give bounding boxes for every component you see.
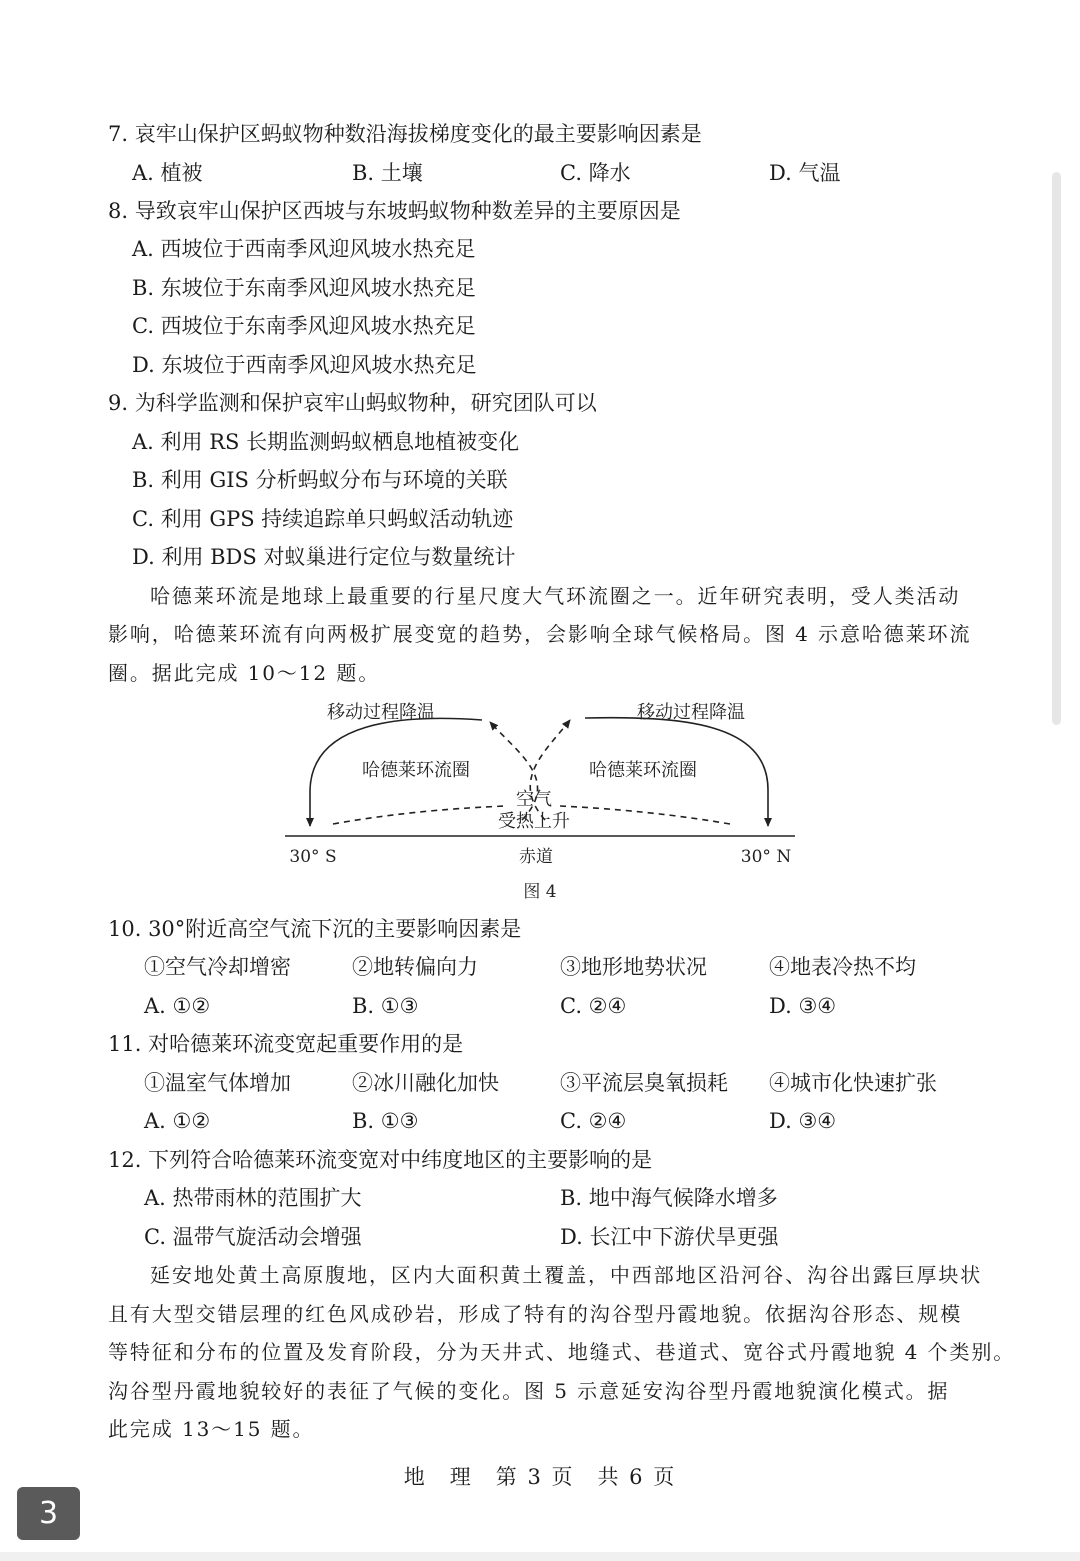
q12-option-b: B. 地中海气候降水增多 [560, 1186, 778, 1210]
q7-stem: 7. 哀牢山保护区蚂蚁物种数沿海拔梯度变化的最主要影响因素是 [108, 122, 702, 146]
q11-option-c: C. ②④ [560, 1109, 627, 1133]
q10-option-b: B. ①③ [352, 994, 419, 1018]
figure-4-hadley-cell-diagram [270, 690, 810, 910]
q11-option-a: A. ①② [144, 1109, 211, 1133]
q10-item-1: ①空气冷却增密 [144, 955, 291, 979]
q10-item-4: ④地表冷热不均 [769, 955, 916, 979]
q10-item-3: ③地形地势状况 [560, 955, 707, 979]
q12-option-d: D. 长江中下游伏旱更强 [560, 1225, 779, 1249]
passage1-line1: 哈德莱环流是地球上最重要的行星尺度大气环流圈之一。近年研究表明，受人类活动 [150, 584, 961, 608]
passage2-line2: 且有大型交错层理的红色风成砂岩，形成了特有的沟谷型丹霞地貌。依据沟谷形态、规模 [108, 1302, 963, 1326]
page-footer: 地 理 第 3 页 共 6 页 [403, 1465, 677, 1489]
q10-item-2: ②地转偏向力 [352, 955, 478, 979]
vertical-scrollbar[interactable] [1052, 172, 1061, 725]
q11-item-1: ①温室气体增加 [144, 1071, 291, 1095]
label-heated-rising: 受热上升 [498, 811, 570, 832]
q10-stem: 10. 30°附近高空气流下沉的主要影响因素是 [108, 917, 522, 941]
q8-option-a: A. 西坡位于西南季风迎风坡水热充足 [132, 237, 476, 261]
q9-option-d: D. 利用 BDS 对蚁巢进行定位与数量统计 [132, 545, 516, 569]
passage2-line3: 等特征和分布的位置及发育阶段，分为天井式、地缝式、巷道式、宽谷式丹霞地貌 4 个类别。 [108, 1340, 1016, 1364]
right-surface-dashed-flow [560, 806, 730, 824]
q8-stem: 8. 导致哀牢山保护区西坡与东坡蚂蚁物种数差异的主要原因是 [108, 199, 681, 223]
q11-option-d: D. ③④ [769, 1109, 837, 1133]
q11-option-b: B. ①③ [352, 1109, 419, 1133]
label-left-cell: 哈德莱环流圈 [362, 760, 470, 781]
q9-option-a: A. 利用 RS 长期监测蚂蚁栖息地植被变化 [132, 430, 520, 454]
q9-option-b: B. 利用 GIS 分析蚂蚁分布与环境的关联 [132, 468, 508, 492]
page-number-badge[interactable]: 3 [17, 1487, 80, 1540]
q11-item-3: ③平流层臭氧损耗 [560, 1071, 728, 1095]
passage1-line2: 影响，哈德莱环流有向两极扩展变宽的趋势，会影响全球气候格局。图 4 示意哈德莱环流 [108, 622, 972, 646]
label-right-cell: 哈德莱环流圈 [589, 760, 697, 781]
label-air: 空气 [516, 789, 552, 810]
q12-stem: 12. 下列符合哈德莱环流变宽对中纬度地区的主要影响的是 [108, 1148, 653, 1172]
label-left-top: 移动过程降温 [327, 702, 435, 723]
q10-option-a: A. ①② [144, 994, 211, 1018]
q11-item-2: ②冰川融化加快 [352, 1071, 499, 1095]
passage2-line4: 沟谷型丹霞地貌较好的表征了气候的变化。图 5 示意延安沟谷型丹霞地貌演化模式。据 [108, 1379, 950, 1403]
q7-option-d: D. 气温 [769, 161, 841, 185]
q7-option-c: C. 降水 [560, 161, 631, 185]
q10-option-c: C. ②④ [560, 994, 627, 1018]
q7-option-a: A. 植被 [132, 161, 203, 185]
label-right-top: 移动过程降温 [637, 702, 745, 723]
q9-stem: 9. 为科学监测和保护哀牢山蚂蚁物种，研究团队可以 [108, 391, 597, 415]
q7-option-b: B. 土壤 [352, 161, 423, 185]
figure-4-caption: 图 4 [523, 882, 557, 902]
label-30s: 30° S [289, 847, 337, 867]
q8-option-d: D. 东坡位于西南季风迎风坡水热充足 [132, 353, 477, 377]
q12-option-a: A. 热带雨林的范围扩大 [144, 1186, 362, 1210]
passage2-line5: 此完成 13～15 题。 [108, 1417, 315, 1441]
left-surface-dashed-flow [333, 806, 505, 824]
q11-item-4: ④城市化快速扩张 [769, 1071, 937, 1095]
q8-option-c: C. 西坡位于东南季风迎风坡水热充足 [132, 314, 476, 338]
passage1-line3: 圈。据此完成 10～12 题。 [108, 661, 381, 685]
q9-option-c: C. 利用 GPS 持续追踪单只蚂蚁活动轨迹 [132, 507, 514, 531]
label-30n: 30° N [740, 847, 792, 867]
q10-option-d: D. ③④ [769, 994, 837, 1018]
q11-stem: 11. 对哈德莱环流变宽起重要作用的是 [108, 1032, 464, 1056]
q12-option-c: C. 温带气旋活动会增强 [144, 1225, 362, 1249]
passage2-line1: 延安地处黄土高原腹地，区内大面积黄土覆盖，中西部地区沿河谷、沟谷出露巨厚块状 [150, 1263, 983, 1287]
label-equator: 赤道 [519, 847, 553, 867]
q8-option-b: B. 东坡位于东南季风迎风坡水热充足 [132, 276, 476, 300]
bottom-bar [0, 1552, 1080, 1561]
